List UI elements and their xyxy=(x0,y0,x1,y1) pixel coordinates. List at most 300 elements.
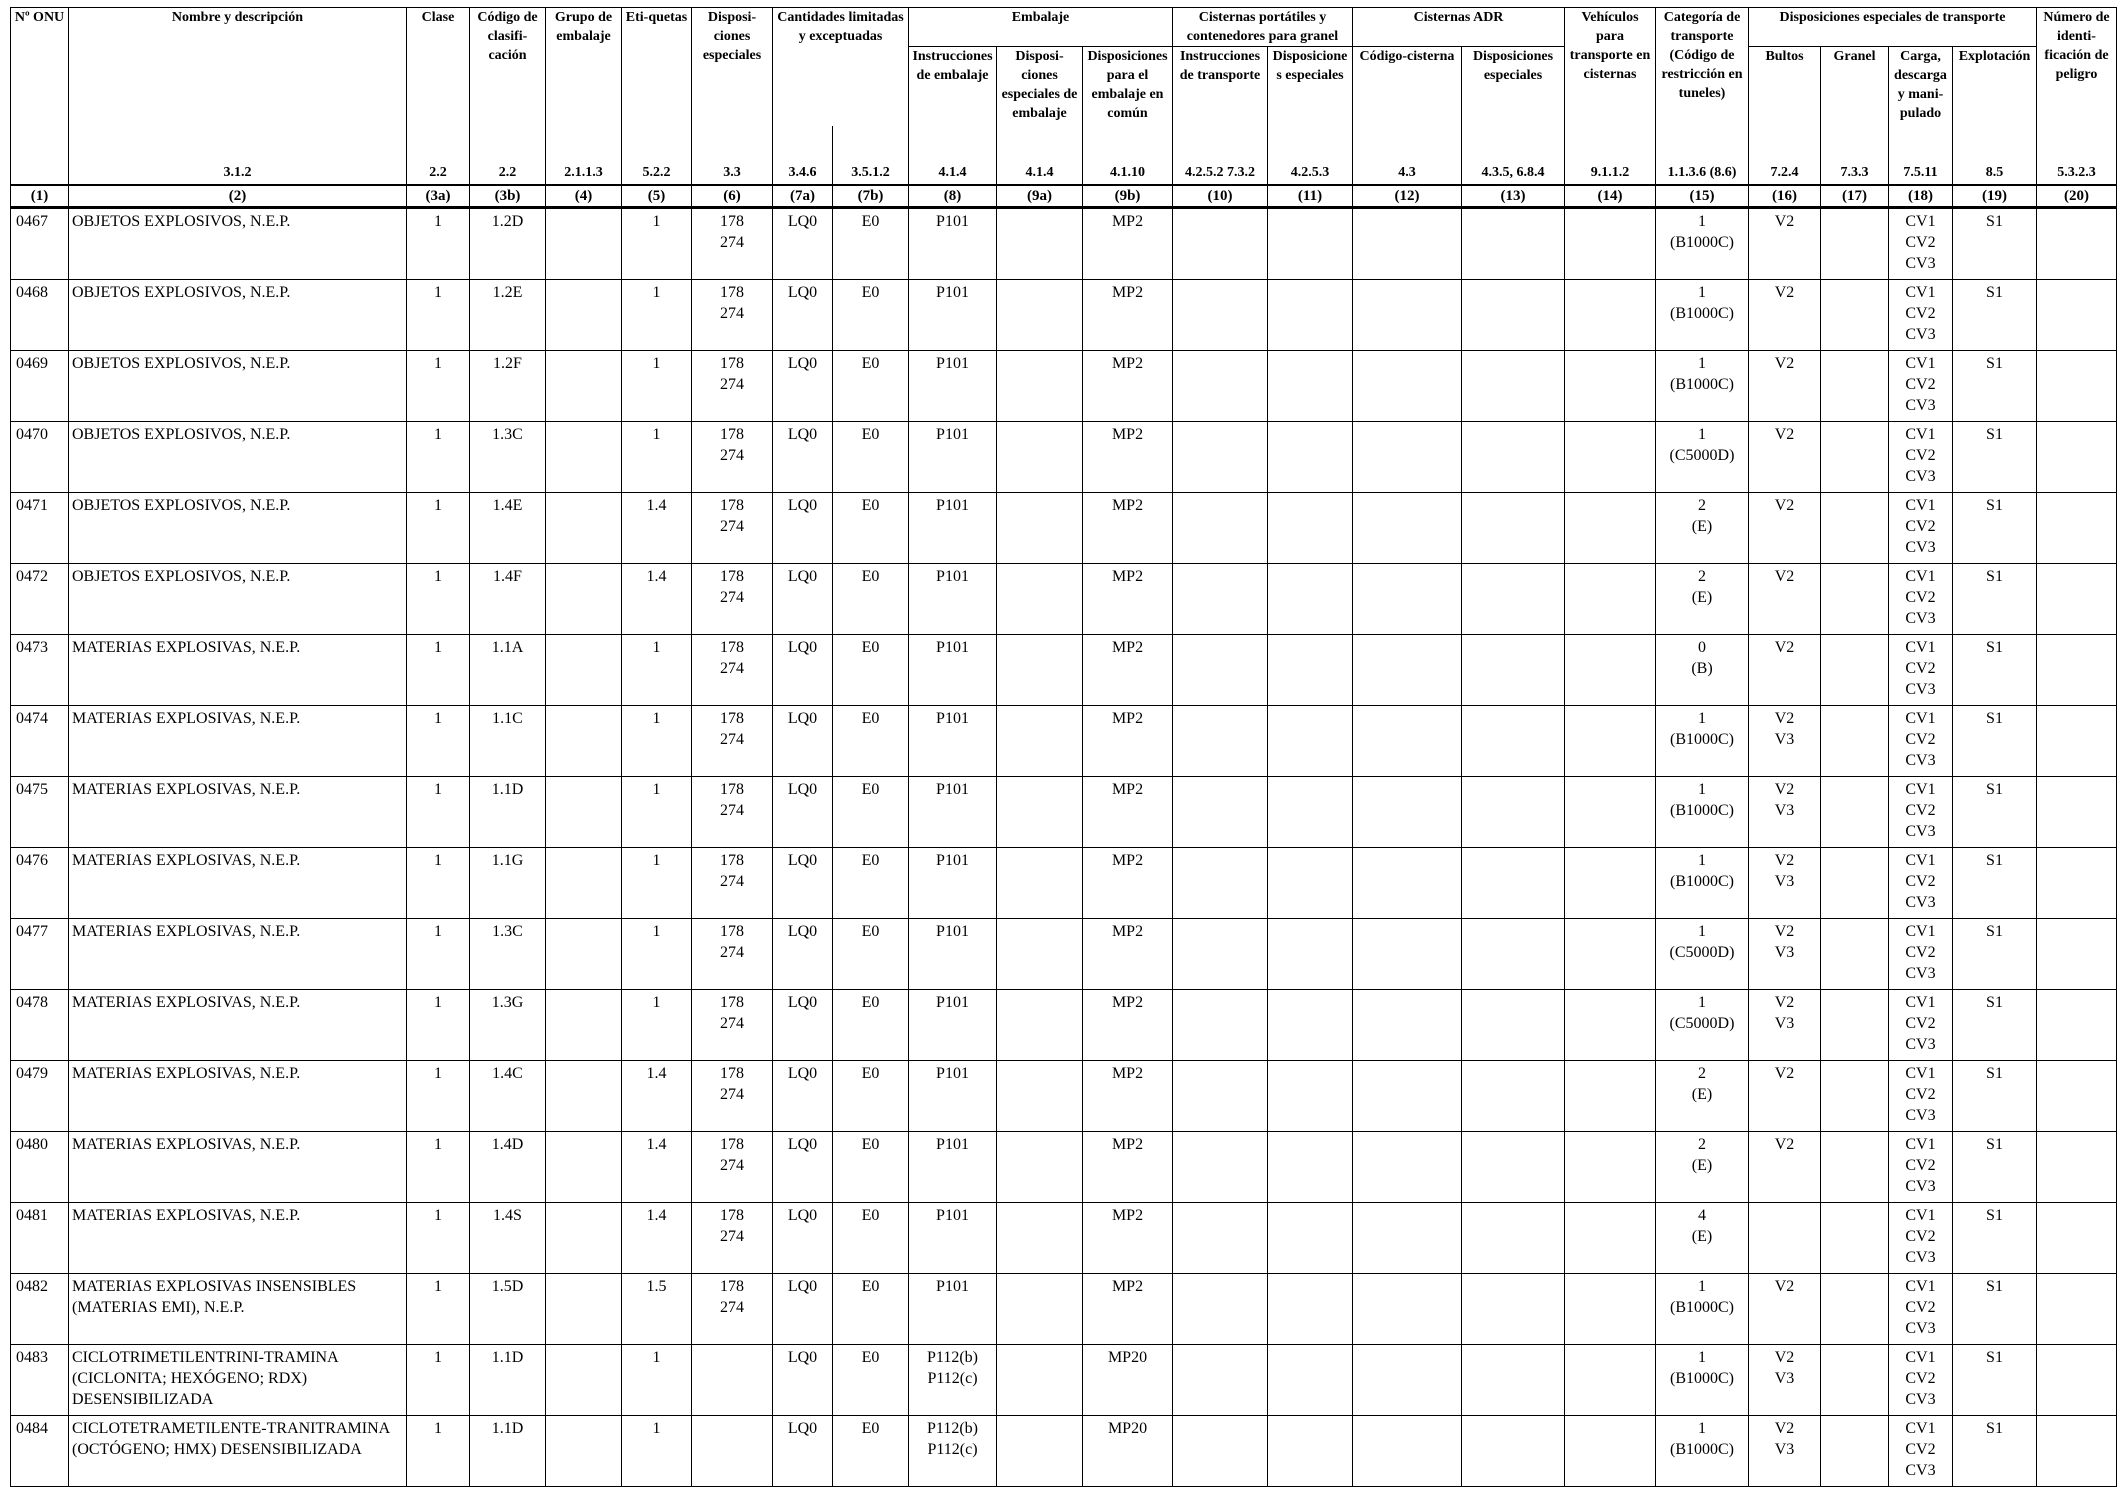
packing-group-cell xyxy=(546,1202,622,1273)
packing-instruction-cell-line: P112(c) xyxy=(927,1440,978,1458)
packing-instruction-cell xyxy=(909,492,997,563)
un-number-cell: 0472 xyxy=(11,563,69,634)
class-cell: 1 xyxy=(407,776,470,847)
operation-provision-cell: S1 xyxy=(1953,1131,2037,1202)
operation-provision-cell: S1 xyxy=(1953,492,2037,563)
packing-special-provisions-cell xyxy=(997,1273,1083,1344)
packing-group-cell xyxy=(546,918,622,989)
class-cell: 1 xyxy=(407,207,470,279)
loading-provision-cell-line: CV1 xyxy=(1905,425,1936,443)
special-provisions-cell xyxy=(692,1060,773,1131)
packing-instruction-cell-line: P101 xyxy=(936,425,969,443)
portable-tank-special-cell xyxy=(1268,1131,1353,1202)
excepted-quantity-cell: E0 xyxy=(833,1344,909,1415)
class-cell: 1 xyxy=(407,350,470,421)
packing-special-provisions-cell xyxy=(997,1131,1083,1202)
mixed-packing-cell: MP2 xyxy=(1083,634,1173,705)
hazard-number-cell xyxy=(2037,776,2117,847)
packing-instruction-cell xyxy=(909,776,997,847)
name-cell-line: MATERIAS EXPLOSIVAS, N.E.P. xyxy=(72,1135,301,1153)
loading-provision-cell-line: CV3 xyxy=(1905,538,1936,556)
loading-provision-cell-line: CV2 xyxy=(1905,1298,1936,1316)
column-number: (1) xyxy=(11,185,69,208)
packing-instruction-cell-line: P101 xyxy=(936,1135,969,1153)
loading-provision-cell-line: CV3 xyxy=(1905,1177,1936,1195)
table-row xyxy=(11,1344,2117,1415)
mixed-packing-cell: MP2 xyxy=(1083,918,1173,989)
excepted-quantity-cell: E0 xyxy=(833,776,909,847)
packing-instruction-cell-line: P101 xyxy=(936,1064,969,1082)
loading-provision-cell-line: CV2 xyxy=(1905,659,1936,677)
transport-category-cell xyxy=(1656,207,1749,279)
packages-provision-cell-line: V3 xyxy=(1774,1440,1795,1458)
hazard-number-cell xyxy=(2037,421,2117,492)
tank-vehicle-cell xyxy=(1565,207,1656,279)
class-cell: 1 xyxy=(407,918,470,989)
transport-category-cell xyxy=(1656,1273,1749,1344)
classification-code-cell: 1.4S xyxy=(470,1202,546,1273)
table-header xyxy=(11,8,2117,208)
bulk-provision-cell xyxy=(1821,776,1889,847)
label-cell: 1 xyxy=(622,1415,692,1486)
name-cell xyxy=(69,1131,407,1202)
mixed-packing-cell: MP2 xyxy=(1083,421,1173,492)
special-provisions-cell xyxy=(692,1273,773,1344)
transport-category-cell-line: 2 xyxy=(1698,1135,1706,1153)
header-packaging-group: Embalaje xyxy=(909,8,1173,47)
mixed-packing-cell: MP2 xyxy=(1083,1060,1173,1131)
classification-code-cell: 1.3C xyxy=(470,918,546,989)
header-ref: 4.2.5.2 7.3.2 xyxy=(1173,126,1268,185)
packages-provision-cell-line: V2 xyxy=(1774,496,1795,514)
packages-provision-cell-line: V3 xyxy=(1774,1014,1795,1032)
bulk-provision-cell xyxy=(1821,207,1889,279)
class-cell: 1 xyxy=(407,634,470,705)
packing-special-provisions-cell xyxy=(997,1415,1083,1486)
name-cell-line: CICLOTETRAMETILENTE-TRANITRAMINA xyxy=(72,1419,391,1437)
transport-category-cell-line: (E) xyxy=(1691,517,1713,535)
packing-special-provisions-cell xyxy=(997,1060,1083,1131)
packages-provision-cell-line: V2 xyxy=(1774,1064,1795,1082)
loading-provision-cell-line: CV1 xyxy=(1905,212,1936,230)
name-cell-line: (OCTÓGENO; HMX) DESENSIBILIZADA xyxy=(72,1440,362,1458)
name-cell-line: OBJETOS EXPLOSIVOS, N.E.P. xyxy=(72,425,291,443)
name-cell xyxy=(69,279,407,350)
limited-quantity-cell: LQ0 xyxy=(773,705,833,776)
column-number: (5) xyxy=(622,185,692,208)
name-cell-line: OBJETOS EXPLOSIVOS, N.E.P. xyxy=(72,212,291,230)
tank-vehicle-cell xyxy=(1565,1131,1656,1202)
special-provisions-cell-line: 178 xyxy=(720,1064,744,1082)
packing-instruction-cell xyxy=(909,705,997,776)
mixed-packing-cell: MP2 xyxy=(1083,847,1173,918)
special-provisions-cell xyxy=(692,563,773,634)
portable-tank-instruction-cell xyxy=(1173,563,1268,634)
un-number-cell: 0484 xyxy=(11,1415,69,1486)
packages-provision-cell-line: V3 xyxy=(1774,943,1795,961)
name-cell-line: MATERIAS EXPLOSIVAS, N.E.P. xyxy=(72,1206,301,1224)
special-provisions-cell-line: 274 xyxy=(720,1085,744,1103)
excepted-quantity-cell: E0 xyxy=(833,634,909,705)
name-cell xyxy=(69,1060,407,1131)
packing-group-cell xyxy=(546,1415,622,1486)
header-ref: 4.3.5, 6.8.4 xyxy=(1462,126,1565,185)
special-provisions-cell-line: 274 xyxy=(720,304,744,322)
hazard-number-cell xyxy=(2037,207,2117,279)
operation-provision-cell: S1 xyxy=(1953,776,2037,847)
transport-category-cell xyxy=(1656,350,1749,421)
packages-provision-cell xyxy=(1749,492,1821,563)
name-cell-line: DESENSIBILIZADA xyxy=(72,1390,214,1408)
bulk-provision-cell xyxy=(1821,918,1889,989)
excepted-quantity-cell: E0 xyxy=(833,1131,909,1202)
transport-category-cell-line: 1 xyxy=(1698,922,1706,940)
loading-provision-cell-line: CV3 xyxy=(1905,893,1936,911)
transport-category-cell-line: (B1000C) xyxy=(1670,233,1734,251)
packing-instruction-cell xyxy=(909,350,997,421)
table-row xyxy=(11,279,2117,350)
packing-group-cell xyxy=(546,421,622,492)
operation-provision-cell: S1 xyxy=(1953,350,2037,421)
loading-provision-cell-line: CV3 xyxy=(1905,396,1936,414)
table-row xyxy=(11,207,2117,279)
packing-instruction-cell xyxy=(909,1415,997,1486)
name-cell-line: MATERIAS EXPLOSIVAS, N.E.P. xyxy=(72,922,301,940)
packing-instruction-cell-line: P101 xyxy=(936,780,969,798)
header-ref: 4.1.4 xyxy=(909,126,997,185)
loading-provision-cell-line: CV1 xyxy=(1905,638,1936,656)
limited-quantity-cell: LQ0 xyxy=(773,1415,833,1486)
portable-tank-instruction-cell xyxy=(1173,1344,1268,1415)
mixed-packing-cell: MP2 xyxy=(1083,776,1173,847)
portable-tank-instruction-cell xyxy=(1173,634,1268,705)
loading-provision-cell-line: CV3 xyxy=(1905,822,1936,840)
header-hazard-number: Número de identi-ficación de peligro xyxy=(2037,8,2117,126)
packages-provision-cell-line: V2 xyxy=(1774,638,1795,656)
packing-instruction-cell-line: P101 xyxy=(936,709,969,727)
packing-group-cell xyxy=(546,563,622,634)
excepted-quantity-cell: E0 xyxy=(833,1273,909,1344)
hazard-number-cell xyxy=(2037,1273,2117,1344)
header-ref: 5.3.2.3 xyxy=(2037,126,2117,185)
header-ref: 4.2.5.3 xyxy=(1268,126,1353,185)
loading-provision-cell-line: CV1 xyxy=(1905,922,1936,940)
tank-special-cell xyxy=(1462,279,1565,350)
table-row xyxy=(11,918,2117,989)
transport-category-cell-line: (B1000C) xyxy=(1670,375,1734,393)
tank-code-cell xyxy=(1353,1202,1462,1273)
un-number-cell: 0477 xyxy=(11,918,69,989)
hazard-number-cell xyxy=(2037,989,2117,1060)
packing-instruction-cell-line: P101 xyxy=(936,567,969,585)
name-cell-line: (MATERIAS EMI), N.E.P. xyxy=(72,1298,245,1316)
loading-provision-cell-line: CV3 xyxy=(1905,325,1936,343)
tank-code-cell xyxy=(1353,776,1462,847)
classification-code-cell: 1.4F xyxy=(470,563,546,634)
loading-provision-cell-line: CV1 xyxy=(1905,1135,1936,1153)
header-ref: 7.5.11 xyxy=(1889,126,1953,185)
label-cell: 1 xyxy=(622,847,692,918)
packages-provision-cell-line: V2 xyxy=(1774,1277,1795,1295)
name-cell-line: (CICLONITA; HEXÓGENO; RDX) xyxy=(72,1369,308,1387)
packing-special-provisions-cell xyxy=(997,350,1083,421)
mixed-packing-cell: MP2 xyxy=(1083,279,1173,350)
name-cell-line: OBJETOS EXPLOSIVOS, N.E.P. xyxy=(72,354,291,372)
packing-instruction-cell xyxy=(909,1131,997,1202)
packing-instruction-cell xyxy=(909,989,997,1060)
transport-category-cell xyxy=(1656,563,1749,634)
name-cell-line: MATERIAS EXPLOSIVAS, N.E.P. xyxy=(72,1064,301,1082)
classification-code-cell: 1.1D xyxy=(470,1344,546,1415)
tank-vehicle-cell xyxy=(1565,279,1656,350)
packing-special-provisions-cell xyxy=(997,989,1083,1060)
loading-provision-cell-line: CV2 xyxy=(1905,872,1936,890)
special-provisions-cell-line: 178 xyxy=(720,212,744,230)
header-ref: 3.1.2 xyxy=(69,126,407,185)
mixed-packing-cell: MP2 xyxy=(1083,989,1173,1060)
class-cell: 1 xyxy=(407,705,470,776)
header-classification-code: Código de clasifi-cación xyxy=(470,8,546,126)
transport-category-cell-line: (E) xyxy=(1691,1156,1713,1174)
special-provisions-cell xyxy=(692,207,773,279)
mixed-packing-cell: MP2 xyxy=(1083,1131,1173,1202)
loading-provision-cell xyxy=(1889,705,1953,776)
class-cell: 1 xyxy=(407,1131,470,1202)
column-number: (20) xyxy=(2037,185,2117,208)
column-number: (14) xyxy=(1565,185,1656,208)
mixed-packing-cell: MP2 xyxy=(1083,705,1173,776)
special-provisions-cell xyxy=(692,350,773,421)
header-ref: 3.3 xyxy=(692,126,773,185)
special-provisions-cell-line: 274 xyxy=(720,375,744,393)
special-provisions-cell-line: 274 xyxy=(720,588,744,606)
packing-instruction-cell-line: P101 xyxy=(936,922,969,940)
packing-group-cell xyxy=(546,847,622,918)
special-provisions-cell-line: 178 xyxy=(720,567,744,585)
classification-code-cell: 1.3C xyxy=(470,421,546,492)
packing-instruction-cell-line: P112(c) xyxy=(927,1369,978,1387)
packing-instruction-cell xyxy=(909,279,997,350)
un-number-cell: 0476 xyxy=(11,847,69,918)
header-ref: 5.2.2 xyxy=(622,126,692,185)
packages-provision-cell-line: V2 xyxy=(1774,1348,1795,1366)
bulk-provision-cell xyxy=(1821,279,1889,350)
transport-category-cell-line: 1 xyxy=(1698,212,1706,230)
limited-quantity-cell: LQ0 xyxy=(773,421,833,492)
packing-special-provisions-cell xyxy=(997,421,1083,492)
classification-code-cell: 1.2D xyxy=(470,207,546,279)
classification-code-cell: 1.2E xyxy=(470,279,546,350)
portable-tank-instruction-cell xyxy=(1173,1131,1268,1202)
loading-provision-cell xyxy=(1889,1273,1953,1344)
tank-special-cell xyxy=(1462,1344,1565,1415)
bulk-provision-cell xyxy=(1821,1344,1889,1415)
packing-special-provisions-cell xyxy=(997,207,1083,279)
bulk-provision-cell xyxy=(1821,350,1889,421)
portable-tank-special-cell xyxy=(1268,207,1353,279)
column-number: (4) xyxy=(546,185,622,208)
packing-special-provisions-cell xyxy=(997,1344,1083,1415)
loading-provision-cell-line: CV2 xyxy=(1905,233,1936,251)
name-cell-line: MATERIAS EXPLOSIVAS, N.E.P. xyxy=(72,993,301,1011)
packing-special-provisions-cell xyxy=(997,634,1083,705)
un-number-cell: 0470 xyxy=(11,421,69,492)
column-number: (8) xyxy=(909,185,997,208)
portable-tank-special-cell xyxy=(1268,705,1353,776)
portable-tank-instruction-cell xyxy=(1173,492,1268,563)
dangerous-goods-table xyxy=(10,7,2117,1487)
name-cell xyxy=(69,350,407,421)
transport-category-cell-line: (E) xyxy=(1691,1227,1713,1245)
excepted-quantity-cell: E0 xyxy=(833,1060,909,1131)
excepted-quantity-cell: E0 xyxy=(833,350,909,421)
special-provisions-cell-line: 178 xyxy=(720,354,744,372)
loading-provision-cell-line: CV1 xyxy=(1905,993,1936,1011)
header-packing-special-provisions: Disposi-ciones especiales de embalaje xyxy=(997,47,1083,126)
special-provisions-cell-line: 274 xyxy=(720,233,744,251)
header-ref: 7.3.3 xyxy=(1821,126,1889,185)
header-ref: 2.2 xyxy=(407,126,470,185)
packing-instruction-cell-line: P112(b) xyxy=(927,1419,978,1437)
tank-code-cell xyxy=(1353,1060,1462,1131)
loading-provision-cell xyxy=(1889,1060,1953,1131)
column-number: (10) xyxy=(1173,185,1268,208)
packages-provision-cell xyxy=(1749,989,1821,1060)
tank-vehicle-cell xyxy=(1565,1202,1656,1273)
bulk-provision-cell xyxy=(1821,634,1889,705)
transport-category-cell-line: 2 xyxy=(1698,1064,1706,1082)
class-cell: 1 xyxy=(407,847,470,918)
bulk-provision-cell xyxy=(1821,1415,1889,1486)
transport-category-cell-line: (B1000C) xyxy=(1670,730,1734,748)
loading-provision-cell-line: CV1 xyxy=(1905,709,1936,727)
transport-category-cell-line: (B1000C) xyxy=(1670,304,1734,322)
column-number: (6) xyxy=(692,185,773,208)
table-row xyxy=(11,847,2117,918)
loading-provision-cell-line: CV3 xyxy=(1905,751,1936,769)
table-body xyxy=(11,207,2117,1486)
loading-provision-cell xyxy=(1889,1415,1953,1486)
special-provisions-cell-line: 178 xyxy=(720,1277,744,1295)
packing-instruction-cell xyxy=(909,1344,997,1415)
packages-provision-cell xyxy=(1749,1202,1821,1273)
classification-code-cell: 1.1G xyxy=(470,847,546,918)
tank-vehicle-cell xyxy=(1565,1060,1656,1131)
transport-category-cell-line: 1 xyxy=(1698,1419,1706,1437)
packages-provision-cell-line: V2 xyxy=(1774,709,1795,727)
packages-provision-cell-line: V2 xyxy=(1774,425,1795,443)
tank-code-cell xyxy=(1353,207,1462,279)
class-cell: 1 xyxy=(407,1415,470,1486)
special-provisions-cell xyxy=(692,989,773,1060)
limited-quantity-cell: LQ0 xyxy=(773,563,833,634)
packing-instruction-cell-line: P101 xyxy=(936,1277,969,1295)
portable-tank-instruction-cell xyxy=(1173,421,1268,492)
packing-instruction-cell xyxy=(909,847,997,918)
portable-tank-instruction-cell xyxy=(1173,847,1268,918)
column-number: (3a) xyxy=(407,185,470,208)
un-number-cell: 0475 xyxy=(11,776,69,847)
column-number: (18) xyxy=(1889,185,1953,208)
header-class: Clase xyxy=(407,8,470,126)
portable-tank-special-cell xyxy=(1268,847,1353,918)
classification-code-cell: 1.1A xyxy=(470,634,546,705)
name-cell xyxy=(69,421,407,492)
hazard-number-cell xyxy=(2037,563,2117,634)
tank-vehicle-cell xyxy=(1565,1273,1656,1344)
loading-provision-cell xyxy=(1889,1344,1953,1415)
portable-tank-instruction-cell xyxy=(1173,207,1268,279)
transport-category-cell-line: 1 xyxy=(1698,283,1706,301)
label-cell: 1 xyxy=(622,918,692,989)
tank-special-cell xyxy=(1462,634,1565,705)
column-number: (3b) xyxy=(470,185,546,208)
packing-instruction-cell-line: P101 xyxy=(936,1206,969,1224)
portable-tank-instruction-cell xyxy=(1173,1202,1268,1273)
operation-provision-cell: S1 xyxy=(1953,989,2037,1060)
packages-provision-cell xyxy=(1749,634,1821,705)
portable-tank-special-cell xyxy=(1268,421,1353,492)
loading-provision-cell-line: CV3 xyxy=(1905,680,1936,698)
label-cell: 1 xyxy=(622,989,692,1060)
packing-special-provisions-cell xyxy=(997,847,1083,918)
packing-instruction-cell xyxy=(909,1060,997,1131)
portable-tank-special-cell xyxy=(1268,634,1353,705)
loading-provision-cell-line: CV1 xyxy=(1905,1419,1936,1437)
loading-provision-cell-line: CV3 xyxy=(1905,1319,1936,1337)
hazard-number-cell xyxy=(2037,350,2117,421)
packages-provision-cell xyxy=(1749,1131,1821,1202)
tank-special-cell xyxy=(1462,207,1565,279)
special-provisions-cell-line: 274 xyxy=(720,517,744,535)
packages-provision-cell xyxy=(1749,1415,1821,1486)
special-provisions-cell xyxy=(692,1202,773,1273)
packages-provision-cell xyxy=(1749,847,1821,918)
operation-provision-cell: S1 xyxy=(1953,207,2037,279)
packing-instruction-cell-line: P101 xyxy=(936,638,969,656)
header-loading-handling: Carga, descarga y mani-pulado xyxy=(1889,47,1953,126)
tank-code-cell xyxy=(1353,705,1462,776)
transport-category-cell-line: (B1000C) xyxy=(1670,1298,1734,1316)
header-ref: 2.2 xyxy=(470,126,546,185)
packages-provision-cell xyxy=(1749,918,1821,989)
bulk-provision-cell xyxy=(1821,1131,1889,1202)
label-cell: 1 xyxy=(622,634,692,705)
column-number: (12) xyxy=(1353,185,1462,208)
special-provisions-cell xyxy=(692,705,773,776)
tank-vehicle-cell xyxy=(1565,918,1656,989)
tank-code-cell xyxy=(1353,634,1462,705)
limited-quantity-cell: LQ0 xyxy=(773,207,833,279)
header-name: Nombre y descripción xyxy=(69,8,407,126)
special-provisions-cell-line: 274 xyxy=(720,1298,744,1316)
packages-provision-cell-line: V2 xyxy=(1774,780,1795,798)
portable-tank-special-cell xyxy=(1268,350,1353,421)
special-provisions-cell-line: 274 xyxy=(720,446,744,464)
packing-group-cell xyxy=(546,279,622,350)
header-ref: 9.1.1.2 xyxy=(1565,126,1656,185)
class-cell: 1 xyxy=(407,1202,470,1273)
label-cell: 1.4 xyxy=(622,1131,692,1202)
portable-tank-instruction-cell xyxy=(1173,705,1268,776)
loading-provision-cell xyxy=(1889,634,1953,705)
hazard-number-cell xyxy=(2037,492,2117,563)
header-mixed-packing: Disposiciones para el embalaje en común xyxy=(1083,47,1173,126)
portable-tank-instruction-cell xyxy=(1173,1060,1268,1131)
bulk-provision-cell xyxy=(1821,1060,1889,1131)
packing-special-provisions-cell xyxy=(997,492,1083,563)
name-cell-line: MATERIAS EXPLOSIVAS, N.E.P. xyxy=(72,780,301,798)
